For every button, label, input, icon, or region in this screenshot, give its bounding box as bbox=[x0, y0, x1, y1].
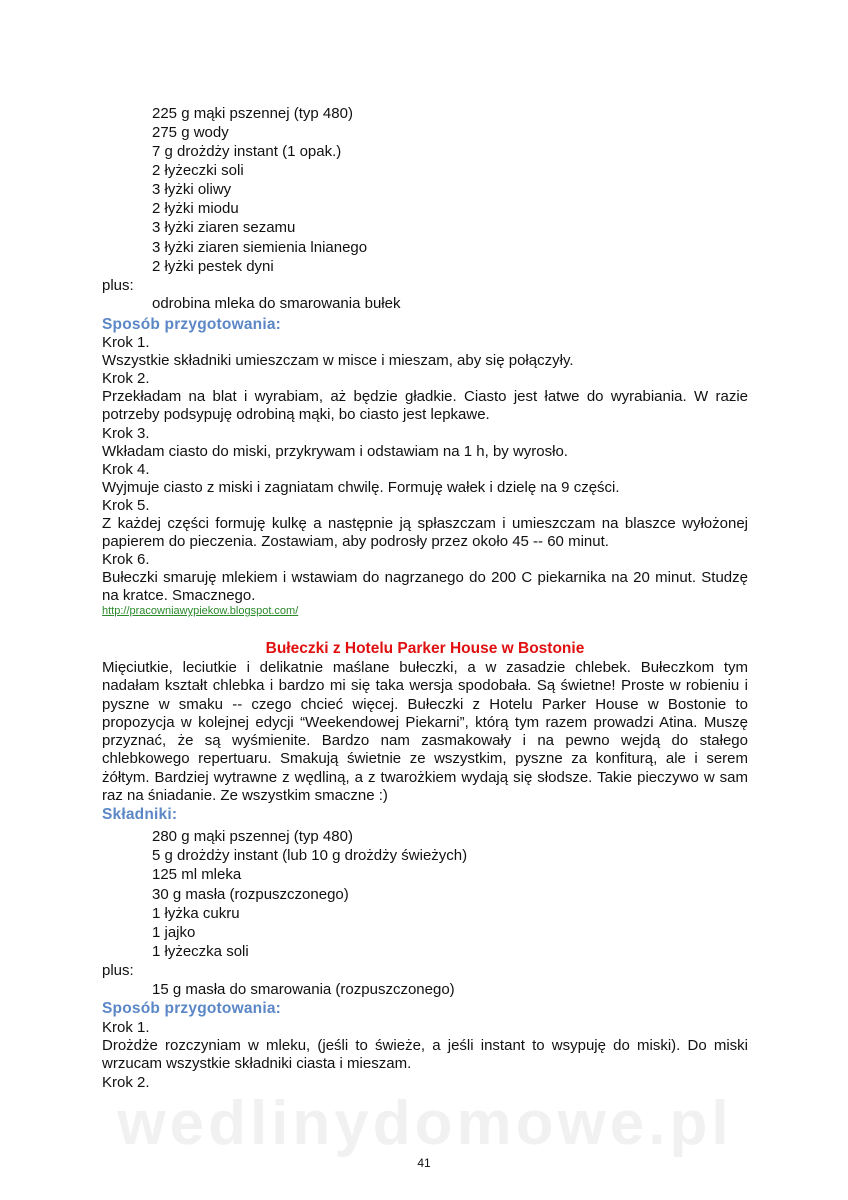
ingredient-item: 125 ml mleka bbox=[152, 866, 242, 883]
ingredient-item: 1 łyżka cukru bbox=[152, 905, 240, 922]
ingredient-item: 3 łyżki ziaren siemienia lnianego bbox=[152, 239, 368, 256]
step-text: Drożdże rozczyniam w mleku, (jeśli to świeże, a jeśli instant to wsypuję do miski). Do miski wrzucam wszystkie składniki ciasta i mieszam. bbox=[102, 1037, 748, 1073]
source-link[interactable]: http://pracowniawypiekow.blogspot.com/ bbox=[102, 605, 299, 617]
page-number: 41 bbox=[417, 1156, 431, 1170]
ingredient-item: 3 łyżki ziaren sezamu bbox=[152, 219, 296, 236]
corner-mark bbox=[103, 0, 110, 5]
step-text: Z każdej części formuję kulkę a następnie ją spłaszczam i umieszczam na blaszce wyłożonej papierem do pieczenia. Zostawiam, aby podrosły przez około 45 -- 60 minut. bbox=[102, 515, 748, 551]
ingredient-item: 280 g mąki pszennej (typ 480) bbox=[152, 828, 353, 845]
watermark: wedlinydomowe.pl bbox=[117, 1089, 733, 1158]
step-text: Przekładam na blat i wyrabiam, aż będzie gładkie. Ciasto jest łatwe do wyrabiania. W razie potrzeby podsypuję odrobiną mąki, bo ciasto jest lepkawe. bbox=[102, 388, 748, 424]
step-text: Wyjmuje ciasto z miski i zagniatam chwilę. Formuję wałek i dzielę na 9 części. bbox=[102, 479, 620, 496]
step-text: Wszystkie składniki umieszczam w misce i mieszam, aby się połączyły. bbox=[102, 352, 574, 369]
step-label: Krok 6. bbox=[102, 551, 150, 568]
step-label: Krok 1. bbox=[102, 1019, 150, 1036]
ingredients-heading: Składniki: bbox=[102, 806, 178, 823]
step-label: Krok 5. bbox=[102, 497, 150, 514]
method-heading: Sposób przygotowania: bbox=[102, 316, 282, 333]
plus-label: plus: bbox=[102, 277, 134, 294]
ingredient-item: 30 g masła (rozpuszczonego) bbox=[152, 886, 349, 903]
step-label: Krok 2. bbox=[102, 1074, 150, 1091]
ingredient-item: 3 łyżki oliwy bbox=[152, 181, 232, 198]
step-label: Krok 3. bbox=[102, 425, 150, 442]
ingredient-item: 5 g drożdży instant (lub 10 g drożdży świeżych) bbox=[152, 847, 468, 864]
method-heading: Sposób przygotowania: bbox=[102, 1000, 282, 1017]
step-label: Krok 4. bbox=[102, 461, 150, 478]
step-text: Bułeczki smaruję mlekiem i wstawiam do nagrzanego do 200 C piekarnika na 20 minut. Studzę na kratce. Smacznego. bbox=[102, 569, 748, 605]
ingredient-item: 2 łyżki pestek dyni bbox=[152, 258, 274, 275]
recipe-title: Bułeczki z Hotelu Parker House w Bostonie bbox=[265, 640, 585, 657]
step-label: Krok 1. bbox=[102, 334, 150, 351]
ingredient-item: 225 g mąki pszennej (typ 480) bbox=[152, 105, 353, 122]
recipe-intro: Mięciutkie, leciutkie i delikatnie maślane bułeczki, a w zasadzie chlebek. Bułeczkom tym nadałam kształt chlebka i bardzo mi się taka wersja spodobała. Są świetne! Proste w robieniu i pyszne w smaku -- czego chcieć więcej. Bułeczki z Hotelu Parker House w Bostonie to propozycja w kolejnej edycji “Weekendowej Piekarni”, którą tym razem prowadzi Atina. Muszę przyznać, że są wyśmienite. Bardzo nam zasmakowały i na pewno wejdą do stałego chlebkowego repertuaru. Smakują świetnie ze wszystkim, pyszne za konfiturą, ale i serem żółtym. Bardziej wytrawne z wędliną, a z twarożkiem wydają się słodsze. Takie pieczywo w sam raz na śniadanie. Ze wszystkim smaczne :) bbox=[102, 659, 748, 805]
plus-item: odrobina mleka do smarowania bułek bbox=[152, 295, 401, 312]
ingredient-item: 7 g drożdży instant (1 opak.) bbox=[152, 143, 342, 160]
ingredient-item: 275 g wody bbox=[152, 124, 229, 141]
ingredient-item: 1 łyżeczka soli bbox=[152, 943, 249, 960]
plus-item: 15 g masła do smarowania (rozpuszczonego) bbox=[152, 981, 455, 998]
ingredient-item: 1 jajko bbox=[152, 924, 196, 941]
ingredient-item: 2 łyżki miodu bbox=[152, 200, 239, 217]
ingredient-item: 2 łyżeczki soli bbox=[152, 162, 244, 179]
plus-label: plus: bbox=[102, 962, 134, 979]
step-label: Krok 2. bbox=[102, 370, 150, 387]
step-text: Wkładam ciasto do miski, przykrywam i odstawiam na 1 h, by wyrosło. bbox=[102, 443, 568, 460]
